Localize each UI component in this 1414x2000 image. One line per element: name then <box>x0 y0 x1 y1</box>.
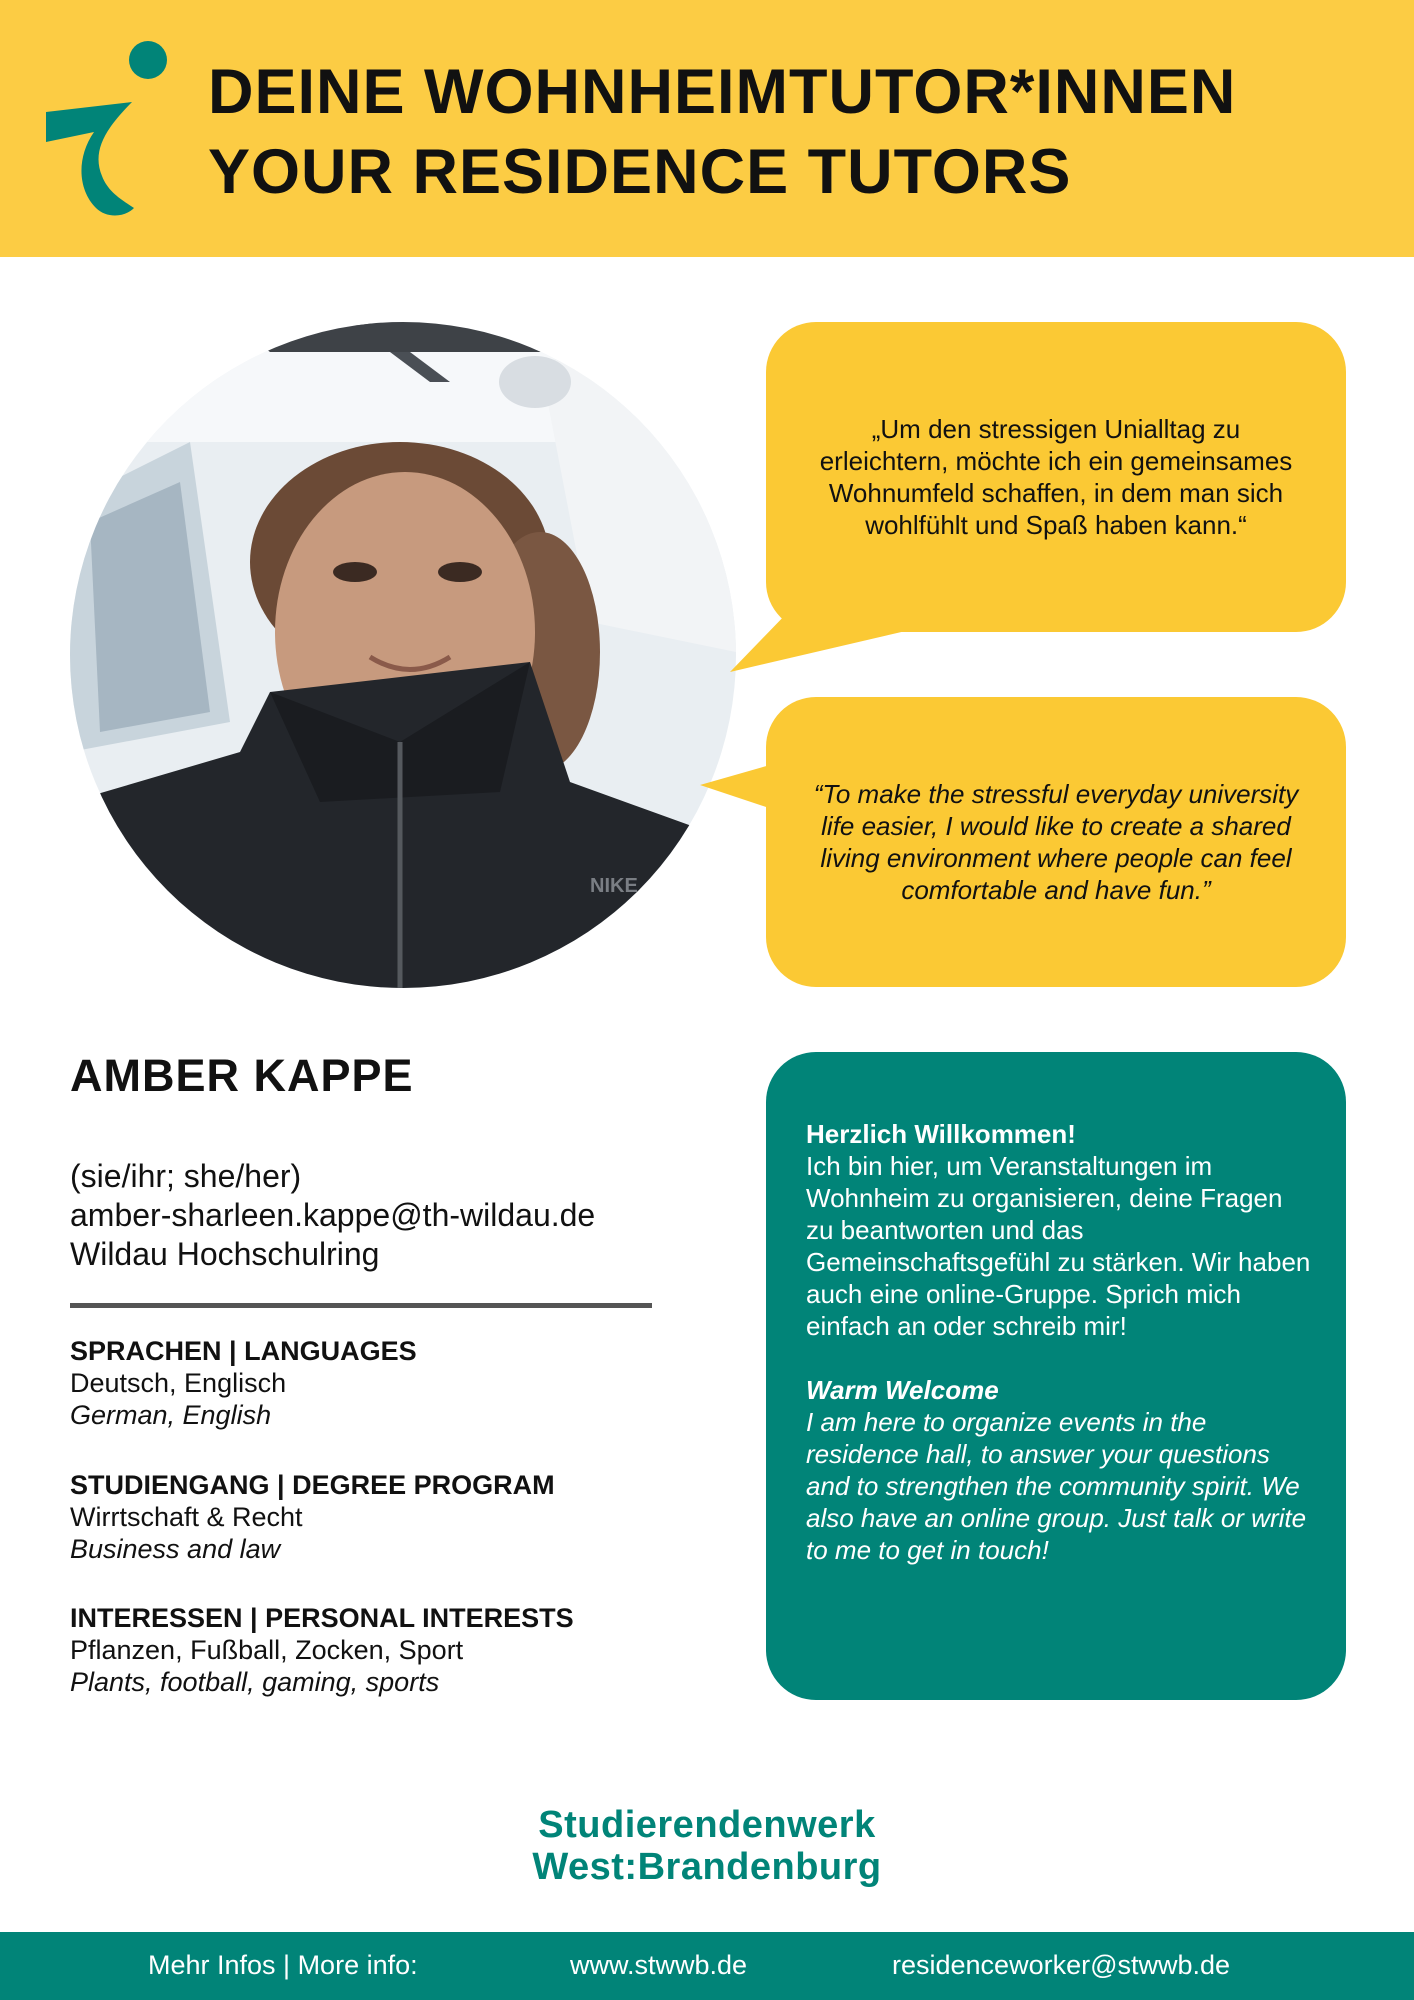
languages-english: German, English <box>70 1400 272 1430</box>
quote-english: “To make the stressful everyday university life easier, I would like to create a shared living environment where people can feel comfortable and have fun.” <box>813 779 1299 905</box>
interests-section <box>70 1602 574 1698</box>
page-title <box>208 52 1236 212</box>
languages-heading: SPRACHEN | LANGUAGES <box>70 1336 417 1366</box>
welcome-box <box>766 1052 1346 1700</box>
quote-bubble-german <box>766 322 1346 632</box>
tutor-email[interactable]: amber-sharleen.kappe@th-wildau.de <box>70 1197 596 1233</box>
tutor-name: AMBER KAPPE <box>70 1050 414 1101</box>
header-banner <box>0 0 1414 257</box>
degree-section <box>70 1469 555 1565</box>
brand-logo <box>0 1804 1414 1888</box>
tutor-pronouns: (sie/ihr; she/her) <box>70 1158 302 1194</box>
footer-bar <box>0 1932 1414 2000</box>
quote-german: „Um den stressigen Unialltag zu erleichtern, möchte ich ein gemeinsames Wohnumfeld schaffen, in dem man sich wohlfühlt und Spaß haben kann.“ <box>819 414 1293 540</box>
brand-line-1: Studierendenwerk <box>538 1804 876 1846</box>
interests-heading: INTERESSEN | PERSONAL INTERESTS <box>70 1603 574 1633</box>
tutor-photo <box>70 322 736 988</box>
welcome-body-german: Ich bin hier, um Veranstaltungen im Wohnheim zu organisieren, deine Fragen zu beantworten und das Gemeinschaftsgefühl zu stärken. Wir haben auch eine online-Gruppe. Sprich mich einfach an oder schreib mir! <box>806 1151 1311 1341</box>
welcome-body-english: I am here to organize events in the residence hall, to answer your questions and to strengthen the community spirit. We also have an online group. Just talk or write to me to get in touch! <box>806 1407 1307 1565</box>
quote-bubble-english <box>766 697 1346 987</box>
footer-email-link[interactable]: residenceworker@stwwb.de <box>892 1950 1231 1980</box>
tutor-contact <box>70 1157 595 1274</box>
footer-label: Mehr Infos | More info: <box>148 1950 418 1980</box>
brand-line-2: West:Brandenburg <box>532 1846 882 1888</box>
degree-german: Wirrtschaft & Recht <box>70 1502 303 1532</box>
degree-heading: STUDIENGANG | DEGREE PROGRAM <box>70 1470 555 1500</box>
languages-german: Deutsch, Englisch <box>70 1368 287 1398</box>
title-english: YOUR RESIDENCE TUTORS <box>208 137 1072 207</box>
interests-english: Plants, football, gaming, sports <box>70 1667 440 1697</box>
languages-section <box>70 1335 417 1431</box>
svg-text:NIKE: NIKE <box>590 875 638 897</box>
welcome-heading-english: Warm Welcome <box>806 1375 999 1405</box>
person-logo-icon <box>44 40 174 220</box>
footer-website-link[interactable]: www.stwwb.de <box>570 1950 748 1980</box>
interests-german: Pflanzen, Fußball, Zocken, Sport <box>70 1635 464 1665</box>
title-german: DEINE WOHNHEIMTUTOR*INNEN <box>208 57 1237 127</box>
degree-english: Business and law <box>70 1534 281 1564</box>
welcome-heading-german: Herzlich Willkommen! <box>806 1119 1076 1149</box>
divider <box>70 1303 652 1308</box>
tutor-residence: Wildau Hochschulring <box>70 1236 380 1272</box>
